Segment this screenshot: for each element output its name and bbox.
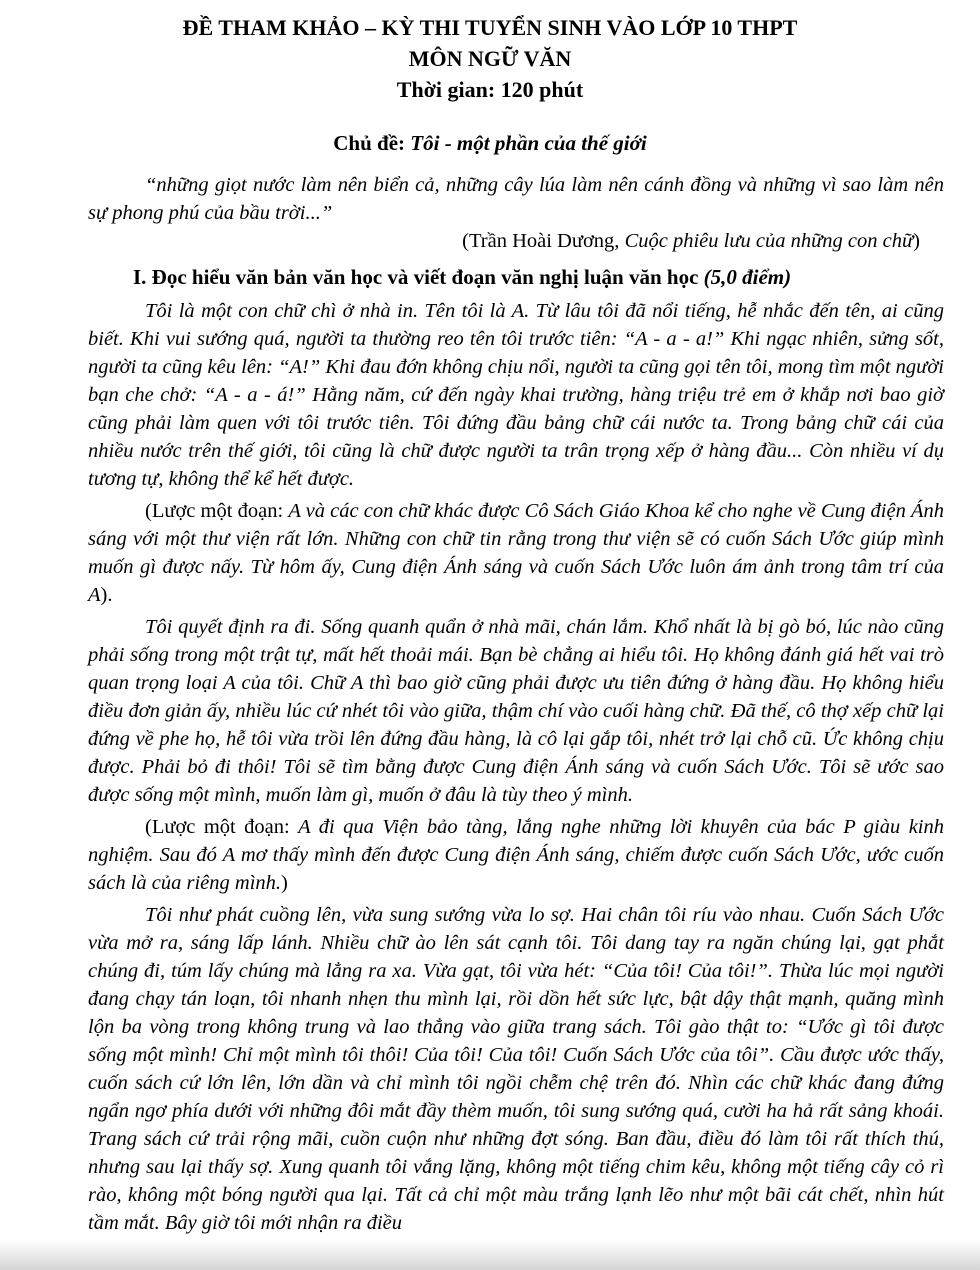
- section-points: (5,0 điểm): [703, 265, 792, 289]
- topic-label: Chủ đề:: [333, 131, 411, 155]
- paragraph-2-text: A và các con chữ khác được Cô Sách Giáo Khoa kể cho nghe về Cung điện Ánh sáng với một thư viện rất lớn. Những con chữ tin rằng trong thư viện sẽ có cuốn Sách Ước giúp mình muốn gì được nấy. Từ hôm ấy, Cung điện Ánh sáng và cuốn Sách Ước luôn ám ảnh trong tâm trí của A: [88, 500, 944, 606]
- section-heading: [88, 263, 944, 291]
- epigraph-attribution: [88, 227, 944, 255]
- attribution-work-title: Cuộc phiêu lưu của những con chữ: [624, 230, 914, 252]
- epigraph-quote: “những giọt nước làm nên biển cả, những cây lúa làm nên cánh đồng và những vì sao làm nên sự phong phú của bầu trời...”: [88, 174, 944, 224]
- paragraph-3: Tôi quyết định ra đi. Sống quanh quẩn ở nhà mãi, chán lắm. Khổ nhất là bị gò bó, lúc nào cũng phải sống trong một trật tự, mất hết thoải mái. Bạn bè chẳng ai hiểu tôi. Họ không đánh giá hết vai trò quan trọng loại A của tôi. Chữ A thì bao giờ cũng phải được ưu tiên đứng ở hàng đầu. Họ không hiểu điều đơn giản ấy, nhiều lúc cứ nhét tôi vào giữa, thậm chí vào cuối hàng chữ. Đã thế, cô thợ xếp chữ lại đứng về phe họ, hễ tôi vừa trồi lên đứng đầu hàng, là cô lại gắp tôi, nhét trở lại chỗ cũ. Ức không chịu được. Phải bỏ đi thôi! Tôi sẽ tìm bằng được Cung điện Ánh sáng và cuốn Sách Ước. Tôi sẽ ước sao được sống một mình, muốn làm gì, muốn ở đâu là tùy theo ý mình.: [88, 616, 944, 806]
- paragraph-1: Tôi là một con chữ chì ở nhà in. Tên tôi là A. Từ lâu tôi đã nổi tiếng, hễ nhắc đến tên, ai cũng biết. Khi vui sướng quá, người ta thường reo tên tôi trước tiên: “A - a - a!” Khi ngạc nhiên, sửng sốt, người ta cũng kêu lên: “A!” Khi đau đớn không chịu nổi, người ta cũng gọi tên tôi, mong tìm một người bạn che chở: “A - a - á!” Hằng năm, cứ đến ngày khai trường, hàng triệu trẻ em ở khắp nơi bao giờ cũng phải làm quen với tôi trước tiên. Tôi đứng đầu bảng chữ cái nước ta. Trong bảng chữ cái của nhiều nước trên thế giới, tôi cũng là chữ được người ta trân trọng xếp ở hàng đầu... Còn nhiều ví dụ tương tự, không thể kể hết được.: [88, 300, 944, 490]
- paragraph-2: [88, 497, 944, 609]
- topic-line: [36, 129, 944, 157]
- paragraph-4-close: ): [281, 872, 288, 894]
- paragraph-2-close: ).: [100, 584, 113, 606]
- attribution-close-paren: ): [913, 230, 920, 252]
- elision-label-2: (Lược một đoạn:: [145, 816, 299, 838]
- section-heading-text: I. Đọc hiểu văn bản văn học và viết đoạn văn nghị luận văn học: [133, 265, 704, 289]
- paragraph-4: [88, 813, 944, 897]
- subject-title: MÔN NGỮ VĂN: [408, 46, 572, 71]
- document-header: [36, 12, 944, 105]
- exam-duration: Thời gian: 120 phút: [396, 77, 584, 102]
- exam-title: ĐỀ THAM KHẢO – KỲ THI TUYỂN SINH VÀO LỚP 10 THPT: [182, 15, 798, 40]
- paragraph-4-text: A đi qua Viện bảo tàng, lắng nghe những lời khuyên của bác P giàu kinh nghiệm. Sau đó A mơ thấy mình đến được Cung điện Ánh sáng, chiếm được cuốn Sách Ước, ước cuốn sách là của riêng mình.: [88, 816, 944, 894]
- page-bottom-fade: [0, 1240, 980, 1270]
- attribution-author: (Trần Hoài Dương,: [462, 230, 625, 252]
- paragraph-5: Tôi như phát cuồng lên, vừa sung sướng vừa lo sợ. Hai chân tôi ríu vào nhau. Cuốn Sách Ước vừa mở ra, sáng lấp lánh. Nhiều chữ ào lên sát cạnh tôi. Tôi dang tay ra ngăn chúng lại, gạt phắt chúng đi, túm lấy chúng mà lẳng ra xa. Vừa gạt, tôi vừa hét: “Của tôi! Của tôi!”. Thừa lúc mọi người đang chạy tán loạn, tôi nhanh nhẹn thu mình lại, rồi dồn hết sức lực, bật dậy thật mạnh, quăng mình lộn ba vòng trong không trung và lao thẳng vào giữa trang sách. Tôi gào thật to: “Ước gì tôi được sống một mình! Chỉ một mình tôi thôi! Của tôi! Của tôi! Cuốn Sách Ước của tôi”. Cầu được ước thấy, cuốn sách cứ lớn lên, lớn dần và chỉ mình tôi ngồi chễm chệ trên đó. Nhìn các chữ khác đang đứng ngẩn ngơ phía dưới với những đôi mắt đầy thèm muốn, tôi sung sướng quá, cười ha hả rất sảng khoái. Trang sách cứ trải rộng mãi, cuồn cuộn như những đợt sóng. Ban đầu, điều đó làm tôi rất thích thú, nhưng sau lại thấy sợ. Xung quanh tôi vắng lặng, không một tiếng chim kêu, không một tiếng cây cỏ rì rào, không một bóng người qua lại. Tất cả chỉ một màu trắng lạnh lẽo như một bãi cát chết, nhìn hút tầm mắt. Bây giờ tôi mới nhận ra điều: [88, 904, 944, 1234]
- elision-label-1: (Lược một đoạn:: [145, 500, 289, 522]
- topic-title: Tôi - một phần của thế giới: [410, 131, 647, 155]
